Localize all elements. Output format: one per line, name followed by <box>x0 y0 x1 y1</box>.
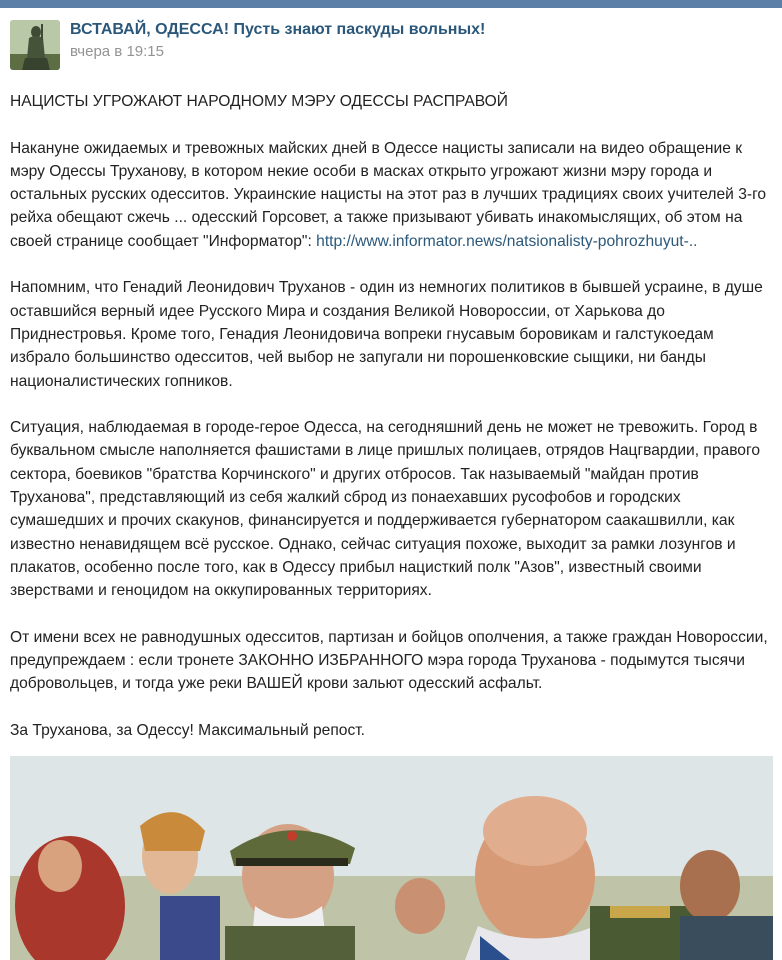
informator-link[interactable]: http://www.informator.news/natsionalisty-pohrozhuyut-.. <box>316 232 698 250</box>
post-title: НАЦИСТЫ УГРОЖАЮТ НАРОДНОМУ МЭРУ ОДЕССЫ РАСПРАВОЙ <box>10 93 508 110</box>
statue-avatar-icon <box>10 20 60 70</box>
post-header <box>0 8 782 82</box>
post-paragraph-1-text: Накануне ожидаемых и тревожных майских дней в Одессе нацисты записали на видео обращение к мэру Одессы Труханову, в котором некие особи в масках открыто угрожают жизни мэру города и остальных русских одесситов. Украинские нацисты на этот раз в лучших традициях своих учителей 3-го рейха обещают сжечь ... одесский Горсовет, а также призывают убивать инакомыслящих, об этом на своей странице сообщает "Информатор": <box>10 139 767 250</box>
post-timestamp[interactable]: вчера в 19:15 <box>70 43 164 60</box>
post-photo-image <box>10 756 773 960</box>
group-avatar[interactable] <box>10 20 60 70</box>
post-paragraph-3: Ситуация, наблюдаемая в городе-герое Одесса, на сегодняшний день не может не тревожить. Город в буквальном смысле наполняется фашистами в лице пришлых полицаев, отрядов Нацгвардии, правого сектора, боевиков "братства Корчинского" и других отбросов. Так называемый "майдан против Труханова", представляющий из себя жалкий сброд из понаехавших русофобов и городских сумашедших и прочих скакунов, финансируется и поддерживается губернатором саакашвилли, как известно ненавидящем всё русское. Однако, сейчас ситуация похоже, выходит за рамки лозунгов и плакатов, особенно после того, как в Одессу прибыл нацисткий полк "Азов", известный своими зверствами и геноцидом на оккупированных территориях. <box>10 419 760 600</box>
group-name-link[interactable]: ВСТАВАЙ, ОДЕССА! Пусть знают паскуды вольных! <box>70 21 486 38</box>
top-bar <box>0 0 782 8</box>
post-photo[interactable] <box>10 756 773 960</box>
post-paragraph-5: За Труханова, за Одессу! Максимальный репост. <box>10 722 365 740</box>
post-paragraph-1 <box>10 137 774 253</box>
post-body <box>10 90 774 766</box>
post-paragraph-4: От имени всех не равнодушных одесситов, партизан и бойцов ополчения, а также граждан Новороссии, предупреждаем : если тронете ЗАКОННО ИЗБРАННОГО мэра города Труханова - подымутся тысячи добровольцев, и тогда уже реки ВАШЕЙ крови зальют одесский асфальт. <box>10 628 768 693</box>
post-paragraph-2: Напомним, что Генадий Леонидович Труханов - один из немногих политиков в бывшей усраине, в душе оставшийся верный идее Русского Мира и создания Великой Новороссии, от Харькова до Приднестровья. Кроме того, Генадия Леонидовича вопреки гнусавым боровикам и галстукоедам избрало большинство одесситов, чей выбор не запугали ни порошенковские сыщики, ни банды националистических гопников. <box>10 279 763 390</box>
